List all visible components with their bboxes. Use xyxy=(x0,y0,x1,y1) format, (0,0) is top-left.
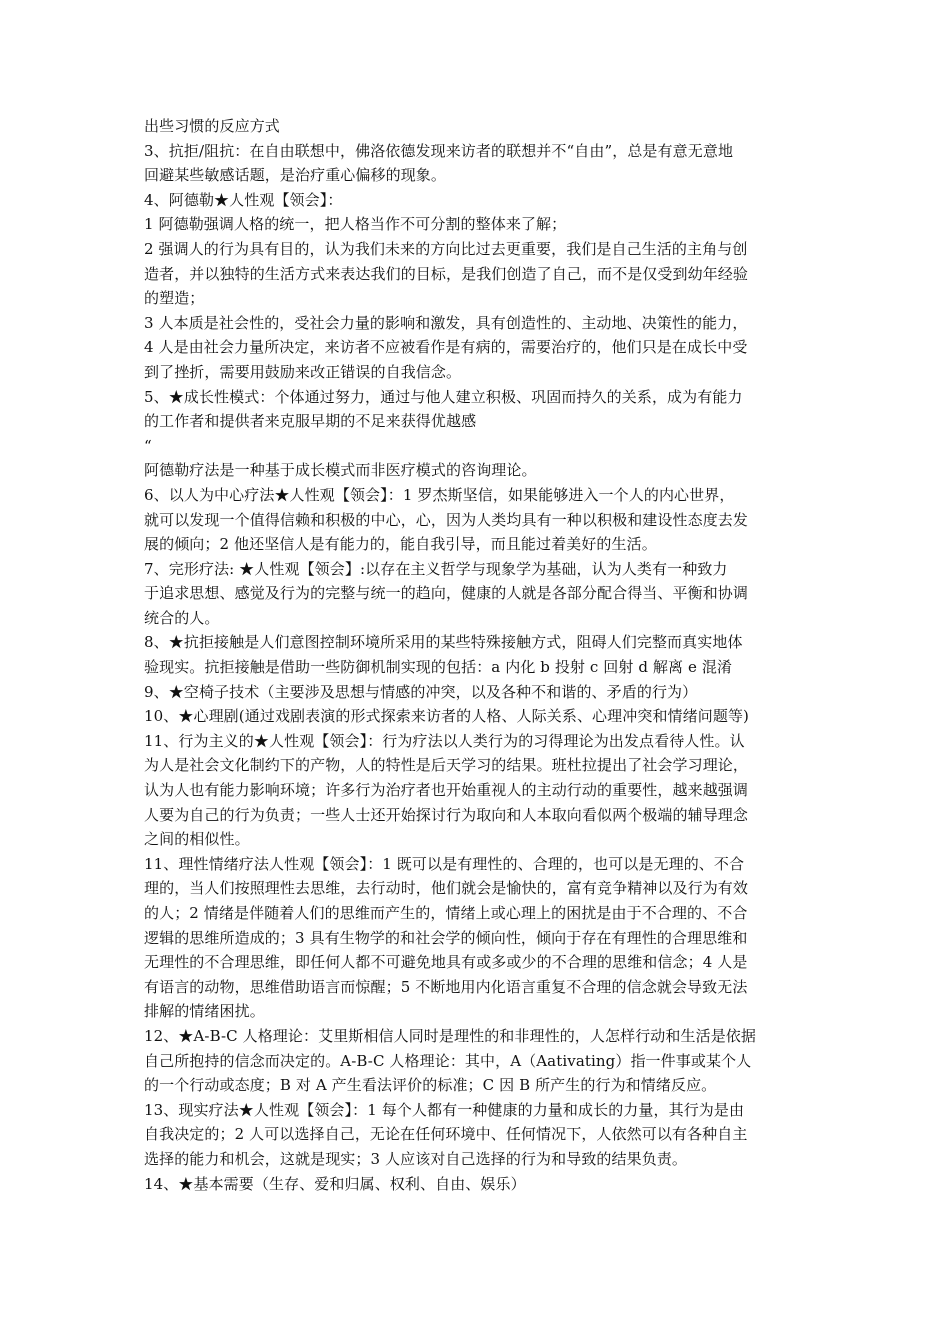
text-line: 无理性的不合理思维，即任何人都不可避免地具有或多或少的不合理的思维和信念；4 人是 xyxy=(144,953,748,972)
text-line: 10、★心理剧(通过戏剧表演的形式探索来访者的人格、人际关系、心理冲突和情绪问题等) xyxy=(144,707,749,726)
text-line: 的工作者和提供者来克服早期的不足来获得优越感 xyxy=(144,412,477,431)
text-line: 9、★空椅子技术（主要涉及思想与情感的冲突，以及各种不和谐的、矛盾的行为） xyxy=(144,682,698,701)
text-line: 人要为自己的行为负责；一些人士还开始探讨行为取向和人本取向看似两个极端的辅导理念 xyxy=(144,805,749,824)
text-line: 1 阿德勒强调人格的统一，把人格当作不可分割的整体来了解； xyxy=(144,215,567,234)
text-line: 阿德勒疗法是一种基于成长模式而非医疗模式的咨询理论。 xyxy=(144,461,537,480)
text-line: 14、★基本需要（生存、爱和归属、权利、自由、娱乐） xyxy=(144,1174,526,1193)
text-line: 3、抗拒/阻抗：在自由联想中，佛洛依德发现来访者的联想并不“自由”，总是有意无意地 xyxy=(144,141,734,160)
text-line: 为人是社会文化制约下的产物，人的特性是后天学习的结果。班杜拉提出了社会学习理论， xyxy=(144,756,749,775)
text-line: 的一个行动或态度；B 对 A 产生看法评价的标准；C 因 B 所产生的行为和情绪反应。 xyxy=(144,1076,717,1095)
text-line: 11、行为主义的★人性观【领会】：行为疗法以人类行为的习得理论为出发点看待人性。认 xyxy=(144,731,745,750)
text-line: 选择的能力和机会，这就是现实；3 人应该对自己选择的行为和导致的结果负责。 xyxy=(144,1149,688,1168)
text-line: 排解的情绪困扰。 xyxy=(144,1002,265,1021)
text-line: “ xyxy=(144,436,152,455)
text-line: 到了挫折，需要用鼓励来改正错误的自我信念。 xyxy=(144,362,462,381)
text-line: 统合的人。 xyxy=(144,608,220,627)
text-line: 2 强调人的行为具有目的，认为我们未来的方向比过去更重要，我们是自己生活的主角与创 xyxy=(144,239,748,258)
text-line: 验现实。抗拒接触是借助一些防御机制实现的包括：a 内化 b 投射 c 回射 d 解离 e 混淆 xyxy=(144,658,733,677)
text-line: 4、阿德勒★人性观【领会】： xyxy=(144,190,343,209)
text-line: 6、以人为中心疗法★人性观【领会】：1 罗杰斯坚信，如果能够进入一个人的内心世界， xyxy=(144,485,735,504)
text-line: 8、★抗拒接触是人们意图控制环境所采用的某些特殊接触方式，阻碍人们完整而真实地体 xyxy=(144,633,743,652)
text-line: 12、★A-B-C 人格理论：艾里斯相信人同时是理性的和非理性的，人怎样行动和生活是依据 xyxy=(144,1026,757,1045)
text-line: 造者，并以独特的生活方式来表达我们的目标，是我们创造了自己，而不是仅受到幼年经验 xyxy=(144,264,749,283)
text-line: 之间的相似性。 xyxy=(144,830,250,849)
text-line: 13、现实疗法★人性观【领会】：1 每个人都有一种健康的力量和成长的力量，其行为是由 xyxy=(144,1100,745,1119)
text-line: 7、完形疗法: ★人性观【领会】:以存在主义哲学与现象学为基础，认为人类有一种致力 xyxy=(144,559,728,578)
text-line: 自己所抱持的信念而决定的。A-B-C 人格理论：其中，A（Aativating）指一件事或某个人 xyxy=(144,1051,752,1070)
text-line: 认为人也有能力影响环境；许多行为治疗者也开始重视人的主动行动的重要性，越来越强调 xyxy=(144,781,749,800)
text-line: 有语言的动物，思维借助语言而惊醒；5 不断地用内化语言重复不合理的信念就会导致无法 xyxy=(144,977,748,996)
text-line: 出些习惯的反应方式 xyxy=(144,117,280,135)
text-line: 3 人本质是社会性的，受社会力量的影响和激发，具有创造性的、主动地、决策性的能力， xyxy=(144,313,748,332)
text-line: 的人；2 情绪是伴随着人们的思维而产生的，情绪上或心理上的困扰是由于不合理的、不合 xyxy=(144,904,748,922)
text-line: 11、理性情绪疗法人性观【领会】：1 既可以是有理性的、合理的，也可以是无理的、不合 xyxy=(144,854,745,873)
text-line: 展的倾向；2 他还坚信人是有能力的，能自我引导，而且能过着美好的生活。 xyxy=(144,535,657,554)
text-line: 5、★成长性模式：个体通过努力，通过与他人建立积极、巩固而持久的关系，成为有能力 xyxy=(144,387,743,406)
text-line: 理的，当人们按照理性去思维，去行动时，他们就会是愉快的，富有竞争精神以及行为有效 xyxy=(144,879,749,898)
text-line: 于追求思想、感觉及行为的完整与统一的趋向，健康的人就是各部分配合得当、平衡和协调 xyxy=(144,584,749,603)
text-line: 4 人是由社会力量所决定，来访者不应被看作是有病的，需要治疗的，他们只是在成长中受 xyxy=(144,338,748,357)
text-line: 就可以发现一个值得信赖和积极的中心，心，因为人类均具有一种以积极和建设性态度去发 xyxy=(144,510,749,529)
text-line: 逻辑的思维所造成的；3 具有生物学的和社会学的倾向性，倾向于存在有理性的合理思维和 xyxy=(144,928,748,947)
text-line: 的塑造； xyxy=(144,289,205,308)
text-line: 自我决定的；2 人可以选择自己，无论在任何环境中、任何情况下，人依然可以有各种自主 xyxy=(144,1125,748,1144)
text-line: 回避某些敏感话题，是治疗重心偏移的现象。 xyxy=(144,166,447,185)
